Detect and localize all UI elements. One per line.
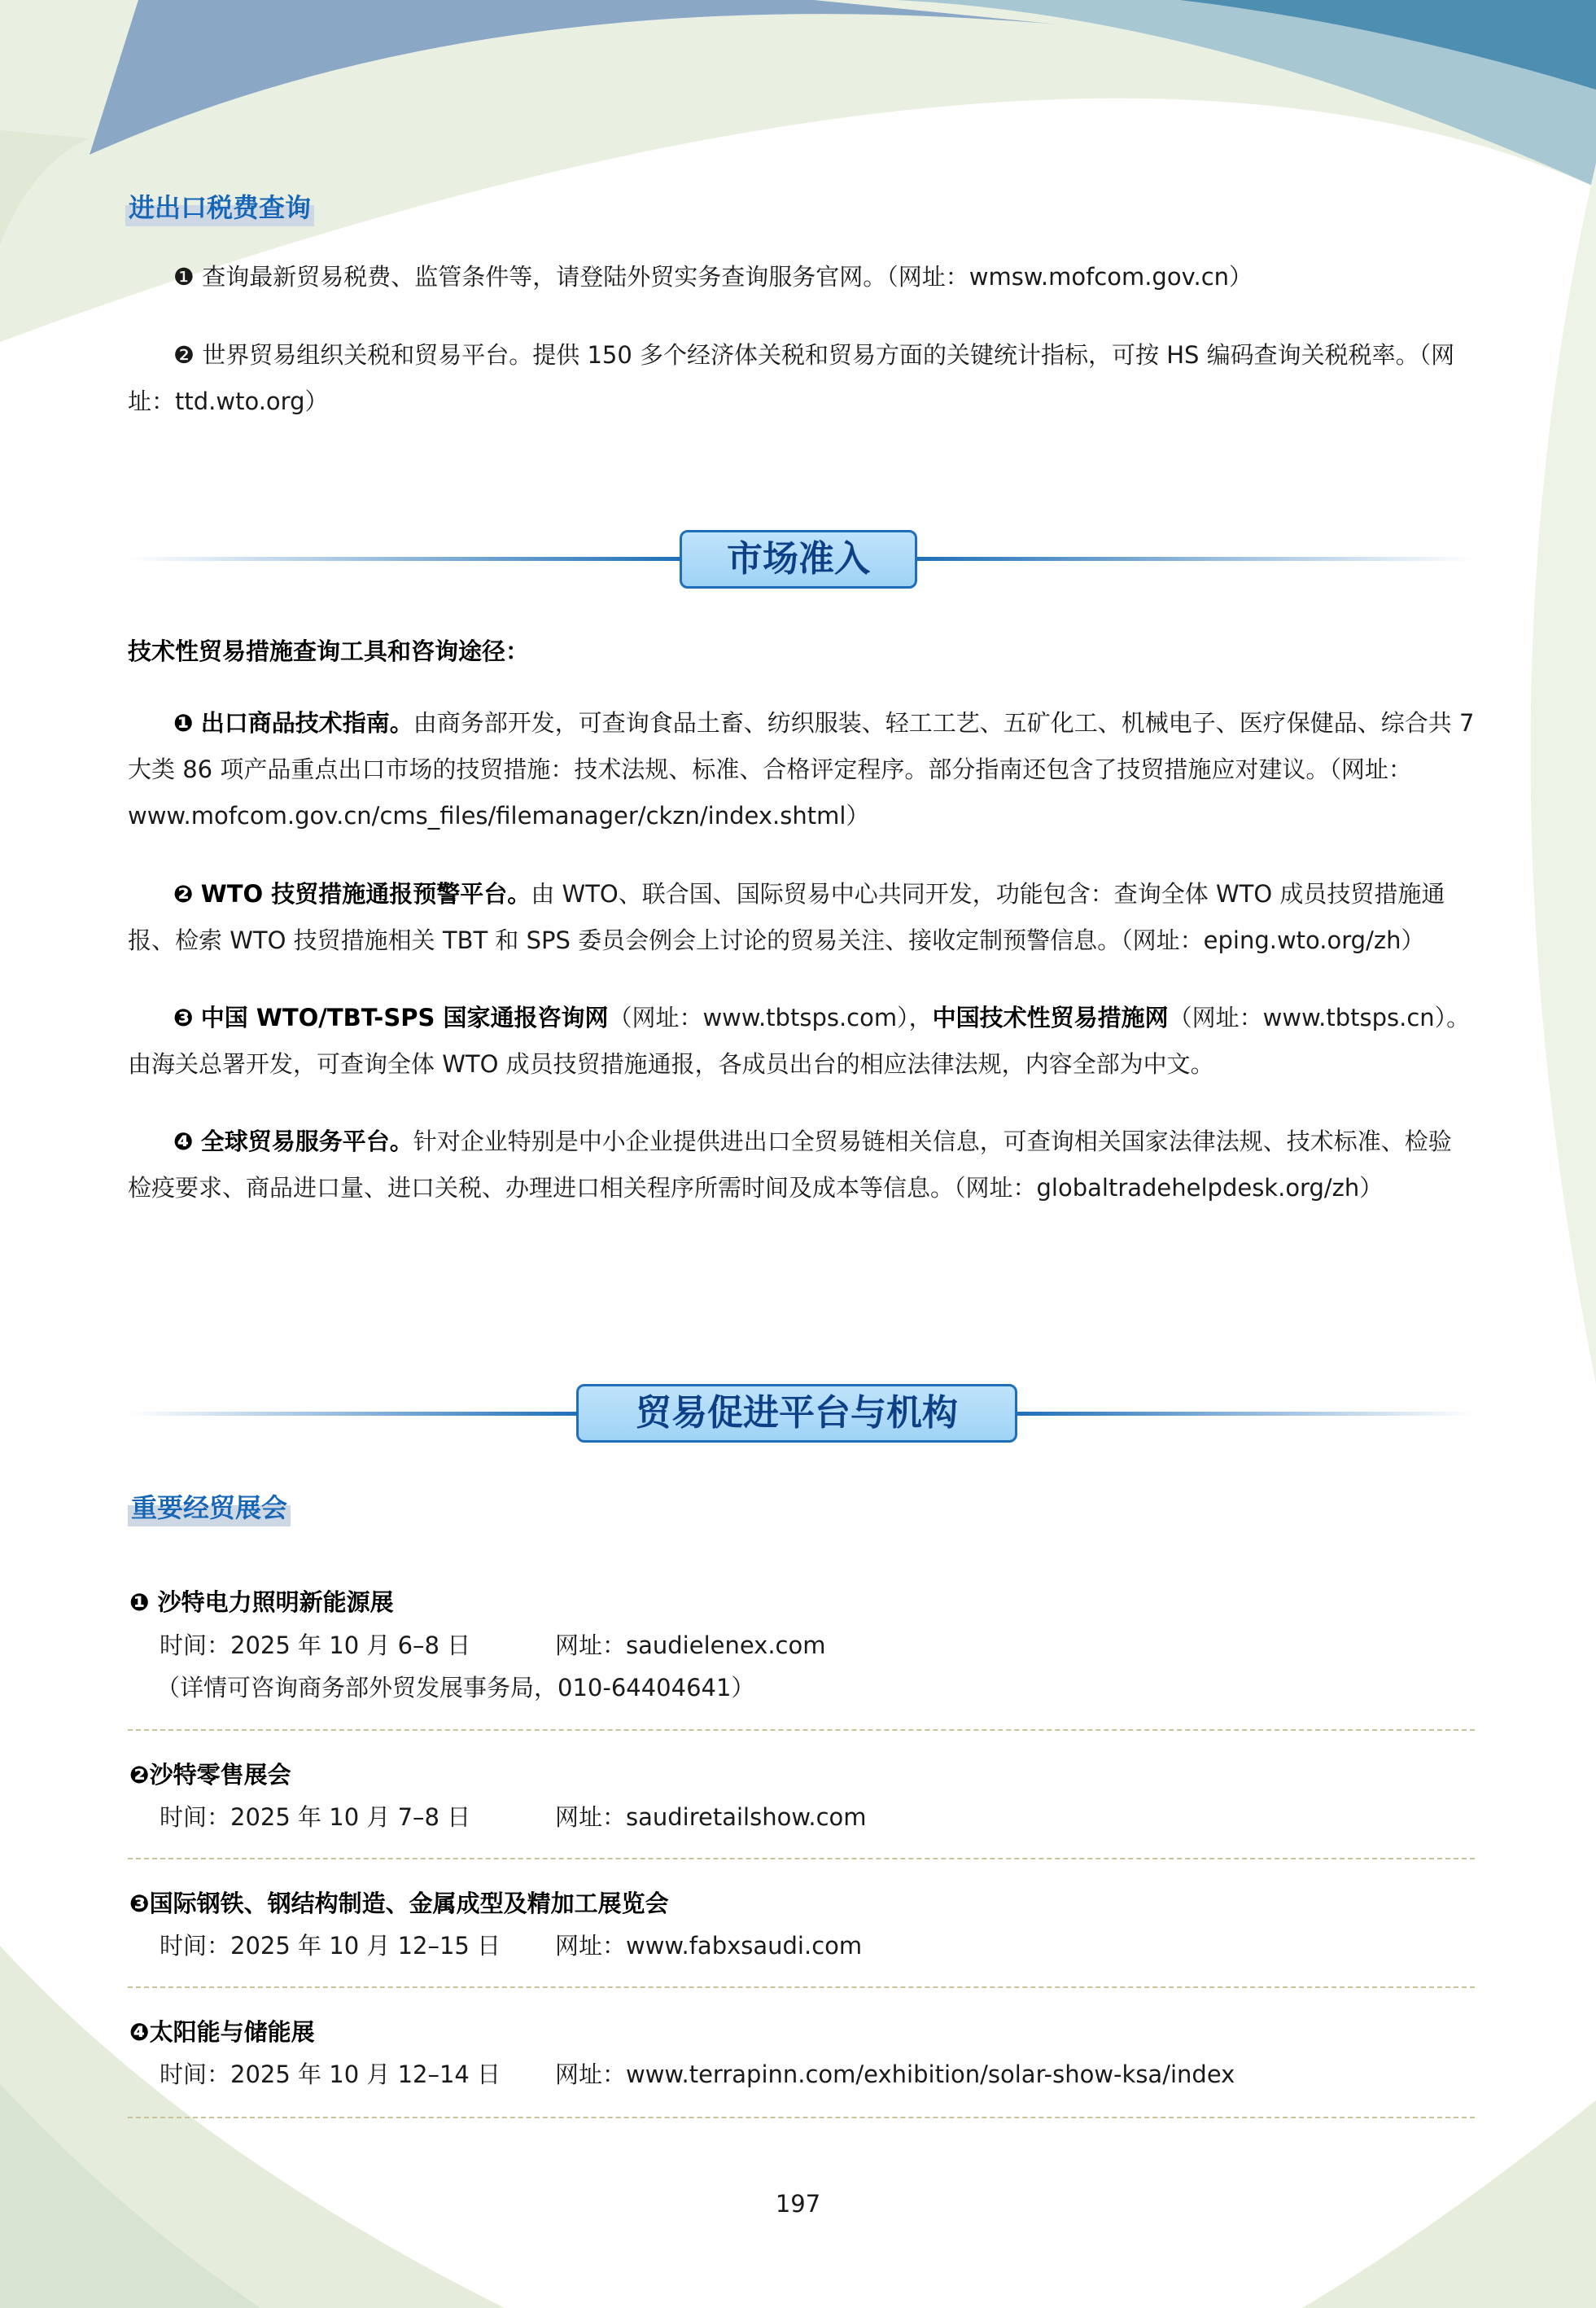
item-number: ❹: [173, 1128, 194, 1155]
event-title: [129, 2014, 315, 2047]
event-number: ❷: [129, 1761, 150, 1789]
item-name: 中国 WTO/TBT-SPS 国家通报咨询网: [200, 1004, 609, 1031]
item-text-2: （网址：www.tbtsps.cn）。: [1168, 1004, 1471, 1031]
section-divider-right: [1016, 1412, 1475, 1416]
item-text: 由商务部开发，可查询食品土畜、纺织服装、轻工工艺、五矿化工、机械电子、医疗保健品、综合共 7 大类 86 项产品重点出口市场的技贸措施：技术法规、标准、合格评定程序。部分指南还包含了技贸措施应对建议。（网址：www.mofcom.gov.cn/cms_files/filemanager/ckzn/index.shtml）: [128, 709, 1475, 830]
item-text: 世界贸易组织关税和贸易平台。提供 150 多个经济体关税和贸易方面的关键统计指标，可按 HS 编码查询关税税率。（网址：ttd.wto.org）: [128, 341, 1455, 415]
section-divider-right: [916, 557, 1475, 561]
event-number: ❹: [129, 2018, 150, 2046]
item-name: 全球贸易服务平台。: [200, 1128, 413, 1155]
event-number: ❸: [129, 1890, 150, 1917]
event-title: [129, 1885, 669, 1919]
tax-item-2: [128, 332, 1475, 425]
event-divider: [128, 1986, 1475, 1988]
promo-subheading: 重要经贸展会: [128, 1486, 291, 1526]
event-divider: [128, 1729, 1475, 1731]
event-divider: [128, 1858, 1475, 1859]
event-site: 网址：saudielenex.com: [555, 1631, 826, 1659]
event-site: 网址：www.fabxsaudi.com: [555, 1932, 863, 1960]
item-text-3: 由海关总署开发，可查询全体 WTO 成员技贸措施通报，各成员出台的相应法律法规，内容全部为中文。: [128, 1050, 1214, 1078]
section-divider-left: [128, 557, 681, 561]
item-name-2: 中国技术性贸易措施网: [932, 1004, 1169, 1031]
event-time: 时间：2025 年 10 月 12–14 日: [160, 2061, 501, 2088]
market-item-2: [128, 871, 1475, 964]
event-number: ❶: [129, 1588, 150, 1616]
tax-section-heading: 进出口税费查询: [125, 186, 314, 226]
item-text: 针对企业特别是中小企业提供进出口全贸易链相关信息，可查询相关国家法律法规、技术标准、检验检疫要求、商品进口量、进口关税、办理进口相关程序所需时间及成本等信息。（网址：globaltradehelpdesk.org/zh）: [128, 1128, 1452, 1202]
event-time: 时间：2025 年 10 月 7–8 日: [160, 1803, 471, 1831]
event-name: 国际钢铁、钢结构制造、金属成型及精加工展览会: [149, 1890, 669, 1917]
event-time: 时间：2025 年 10 月 12–15 日: [160, 1932, 501, 1960]
event-time: 时间：2025 年 10 月 6–8 日: [160, 1631, 471, 1659]
event-divider: [128, 2117, 1475, 2118]
market-intro: 技术性贸易措施查询工具和咨询途径：: [128, 637, 530, 665]
event-name: 沙特零售展会: [149, 1761, 291, 1789]
market-item-1: [128, 700, 1475, 839]
item-name: 出口商品技术指南。: [200, 709, 413, 737]
event-site: 网址：www.terrapinn.com/exhibition/solar-show-ksa/index: [555, 2061, 1235, 2088]
item-text: 查询最新贸易税费、监管条件等，请登陆外贸实务查询服务官网。（网址：wmsw.mofcom.gov.cn）: [202, 263, 1253, 291]
promo-section-title: 贸易促进平台与机构: [576, 1384, 1017, 1443]
event-title: [129, 1584, 394, 1618]
item-number: ❶: [173, 263, 195, 291]
page-number: 197: [775, 2190, 821, 2218]
item-number: ❷: [173, 341, 195, 369]
item-number: ❷: [173, 880, 194, 908]
tax-item-1: [128, 254, 1475, 300]
market-item-4: [128, 1119, 1475, 1211]
event-name: 太阳能与储能展: [149, 2018, 315, 2046]
item-name: WTO 技贸措施通报预警平台。: [200, 880, 531, 908]
market-section-title: 市场准入: [680, 530, 917, 589]
item-text: 由 WTO、联合国、国际贸易中心共同开发，功能包含：查询全体 WTO 成员技贸措施通报、检索 WTO 技贸措施相关 TBT 和 SPS 委员会例会上讨论的贸易关注、接收定制预警信息。（网址：eping.wto.org/zh）: [128, 880, 1445, 954]
market-item-3: [128, 995, 1475, 1088]
event-note: （详情可咨询商务部外贸发展事务局，010-64404641）: [156, 1674, 755, 1701]
item-text: （网址：www.tbtsps.com），: [608, 1004, 933, 1031]
event-site: 网址：saudiretailshow.com: [555, 1803, 867, 1831]
event-name: 沙特电力照明新能源展: [157, 1588, 394, 1616]
section-divider-left: [128, 1412, 579, 1416]
item-number: ❸: [173, 1004, 194, 1031]
event-title: [129, 1757, 291, 1790]
item-number: ❶: [173, 709, 194, 737]
